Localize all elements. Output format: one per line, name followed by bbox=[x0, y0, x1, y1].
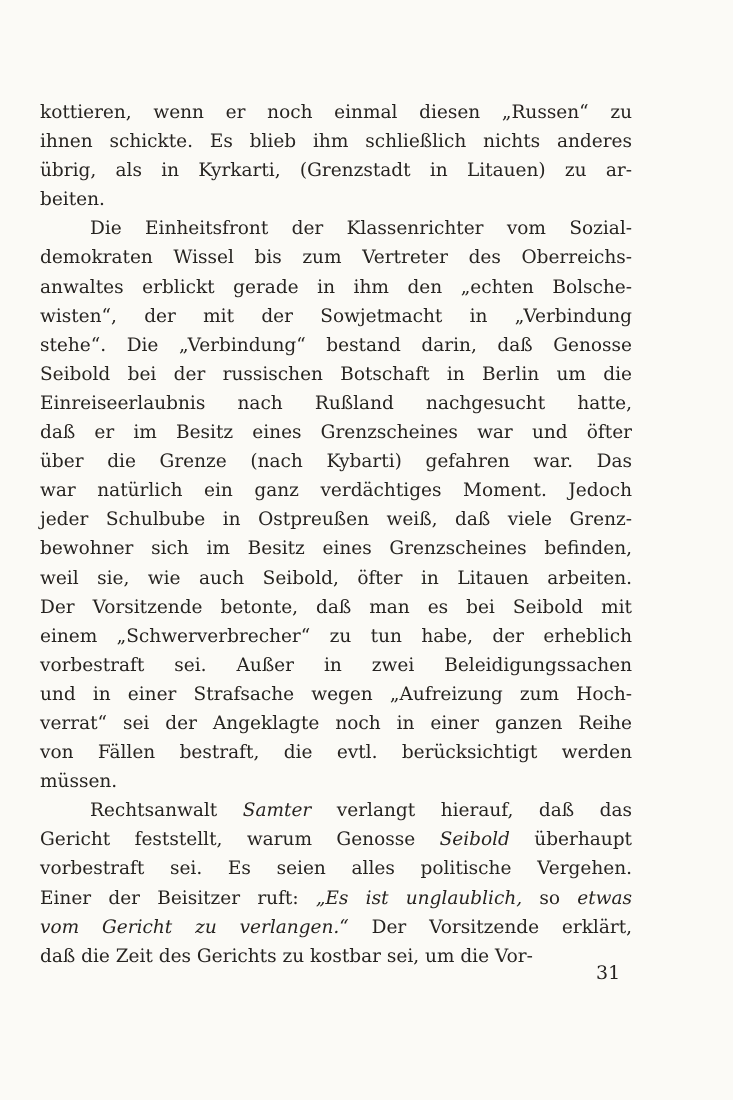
text-line bbox=[40, 884, 632, 913]
text-line bbox=[40, 622, 632, 651]
text-run: weil sie, wie auch Seibold, öfter in Litauen arbeiten. bbox=[40, 567, 632, 589]
text-run: von Fällen bestraft, die evtl. berücksichtigt werden bbox=[40, 742, 632, 764]
italic-text-run: vom Gericht zu verlangen.“ bbox=[40, 916, 349, 938]
text-run: Einer der Beisitzer ruft: bbox=[40, 887, 316, 909]
text-line bbox=[40, 243, 632, 272]
text-run: beiten. bbox=[40, 189, 105, 211]
text-run: einem „Schwerverbrecher“ zu tun habe, der erheblich bbox=[40, 625, 632, 647]
text-run: und in einer Strafsache wegen „Aufreizung zum Hoch- bbox=[40, 683, 632, 705]
body-text bbox=[40, 98, 632, 971]
text-line bbox=[40, 302, 632, 331]
text-line bbox=[40, 854, 632, 883]
text-run: Die Einheitsfront der Klassenrichter vom Sozial- bbox=[90, 218, 632, 240]
text-run: Gericht feststellt, warum Genosse bbox=[40, 829, 440, 851]
text-run: wisten“, der mit der Sowjetmacht in „Verbindung bbox=[40, 305, 632, 327]
text-run: so bbox=[522, 887, 578, 909]
text-line bbox=[40, 534, 632, 563]
text-run: überhaupt bbox=[509, 829, 632, 851]
text-line bbox=[40, 564, 632, 593]
text-line bbox=[40, 360, 632, 389]
text-line bbox=[40, 389, 632, 418]
text-run: jeder Schulbube in Ostpreußen weiß, daß viele Grenz- bbox=[40, 509, 632, 531]
text-line bbox=[40, 825, 632, 854]
text-run: vorbestraft sei. Außer in zwei Beleidigungssachen bbox=[40, 654, 632, 676]
text-line bbox=[40, 505, 632, 534]
text-line bbox=[40, 185, 632, 214]
text-line bbox=[40, 796, 632, 825]
text-run: Einreiseerlaubnis nach Rußland nachgesucht hatte, bbox=[40, 392, 632, 414]
text-run: über die Grenze (nach Kybarti) gefahren war. Das bbox=[40, 451, 632, 473]
text-run: verlangt hierauf, daß das bbox=[311, 800, 633, 822]
text-run: kottieren, wenn er noch einmal diesen „Russen“ zu bbox=[40, 102, 632, 123]
text-run: verrat“ sei der Angeklagte noch in einer ganzen Reihe bbox=[40, 712, 632, 734]
text-line bbox=[40, 593, 632, 622]
text-line bbox=[40, 913, 632, 942]
text-line bbox=[40, 331, 632, 360]
italic-text-run: Samter bbox=[242, 800, 312, 822]
text-line bbox=[40, 709, 632, 738]
text-line bbox=[40, 738, 632, 767]
text-line bbox=[40, 418, 632, 447]
text-line bbox=[40, 680, 632, 709]
italic-text-run: etwas bbox=[577, 887, 632, 909]
text-line bbox=[40, 651, 632, 680]
text-run: stehe“. Die „Verbindung“ bestand darin, daß Genosse bbox=[40, 334, 632, 356]
text-run: Der Vorsitzende erklärt, bbox=[348, 916, 633, 938]
text-run: demokraten Wissel bis zum Vertreter des Oberreichs- bbox=[40, 247, 632, 269]
text-line bbox=[40, 98, 632, 127]
text-run: war natürlich ein ganz verdächtiges Moment. Jedoch bbox=[40, 480, 632, 502]
text-run: vorbestraft sei. Es seien alles politische Vergehen. bbox=[40, 858, 632, 880]
text-line bbox=[40, 767, 632, 796]
text-line bbox=[40, 214, 632, 243]
text-run: übrig, als in Kyrkarti, (Grenzstadt in Litauen) zu ar- bbox=[40, 160, 632, 182]
text-line bbox=[40, 273, 632, 302]
text-run: daß er im Besitz eines Grenzscheines war und öfter bbox=[40, 422, 632, 444]
text-run: anwaltes erblickt gerade in ihm den „echten Bolsche- bbox=[40, 276, 632, 298]
italic-text-run: „Es ist unglaublich, bbox=[315, 887, 523, 909]
text-run: Rechtsanwalt bbox=[90, 800, 243, 822]
text-line bbox=[40, 127, 632, 156]
page-number: 31 bbox=[596, 962, 621, 984]
italic-text-run: Seibold bbox=[439, 829, 510, 851]
text-run: Der Vorsitzende betonte, daß man es bei Seibold mit bbox=[40, 596, 632, 618]
text-run: ihnen schickte. Es blieb ihm schließlich nichts anderes bbox=[40, 131, 632, 153]
text-run: Seibold bei der russischen Botschaft in Berlin um die bbox=[40, 363, 632, 385]
text-line bbox=[40, 447, 632, 476]
text-run: daß die Zeit des Gerichts zu kostbar sei, um die Vor- bbox=[40, 945, 533, 967]
text-run: bewohner sich im Besitz eines Grenzscheines befinden, bbox=[40, 538, 632, 560]
text-line bbox=[40, 476, 632, 505]
text-line bbox=[40, 942, 632, 971]
text-line bbox=[40, 156, 632, 185]
text-run: müssen. bbox=[40, 771, 118, 793]
